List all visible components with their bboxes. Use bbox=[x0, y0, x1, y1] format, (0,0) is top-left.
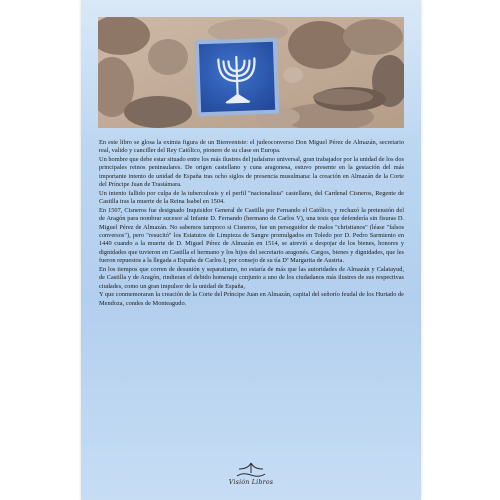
paragraph: En los tiempos que corren de desunión y separatismo, no estaría de más que las autoridades de Almazán y Calatayud, de Castilla y de Aragón, rindieran el debido homenaje conjunto a uno de los ciudadanos más ilustres de sus respectivas ciudades, como un gran impulsor de la unidad de España, bbox=[99, 265, 404, 290]
back-cover-text bbox=[99, 139, 404, 308]
book-wave-icon bbox=[235, 461, 267, 479]
paragraph: Un hombre que debe estar situado entre los más ilustres del judaísmo universal, gran trabajador por la unidad de los dos principales reinos peninsulares. De origen castellano y cuna aragonesa, estuvo presente en la gestación del más importante intento de unidad de España tras ocho siglos de presencia musulmana: la creación en Almazán de la Corte del Príncipe Juan de Trastámara. bbox=[99, 155, 404, 189]
back-cover bbox=[81, 0, 421, 500]
cover-photo bbox=[98, 17, 404, 128]
paragraph: Un intento fallido por culpa de la tuberculosis y el perfil "nacionalista" castellano, del Cardenal Cisneros, Regente de Castilla tras la muerte de la Reina Isabel en 1504. bbox=[99, 189, 404, 206]
stone-wall-image bbox=[98, 17, 404, 128]
paragraph: En 1507, Cisneros fue designado Inquisidor General de Castilla por Fernando el Católico, y rechazó la pretensión del de Aragón para nombrar sucesor al Infante D. Fernando (hermano de Carlos V), una tesis que defendería sin fisuras D. Miguel Pérez de Almazán. No sabemos tampoco si Cisneros, fue un perseguidor de malos "christianos" (léase "falsos conversos"), pero "resucitó" los Estatutos de Limpieza de Sangre promulgados en Toledo por D. Pedro Sarmiento en 1449 cuando a la muerte de D. Miguel Pérez de Almazán en 1514, se atrevió a despojar de los bienes, honores y dignidades que tuvieron en Castilla el hermano y los hijos del secretario aragonés. Cargos, bienes y dignidades, que les fueron repuestos a la llegada a España de Carlos I, por consejo de su tía Dª Margarita de Austria. bbox=[99, 206, 404, 265]
publisher-name: Visión Libros bbox=[228, 479, 274, 486]
publisher-logo bbox=[81, 471, 421, 493]
paragraph: En este libro se glosa la eximia figura de un Bienveniste: el judeoconverso Don Miguel Pérez de Almazán, secretario real, valido y canciller del Rey Católico, pionero de su clase en Europa. bbox=[99, 139, 404, 155]
paragraph: Y que conmemoraran la creación de la Corte del Príncipe Juan en Almazán, capital del señorío feudal de los Hurtado de Mendoza, condes de Monteagudo. bbox=[99, 291, 404, 307]
